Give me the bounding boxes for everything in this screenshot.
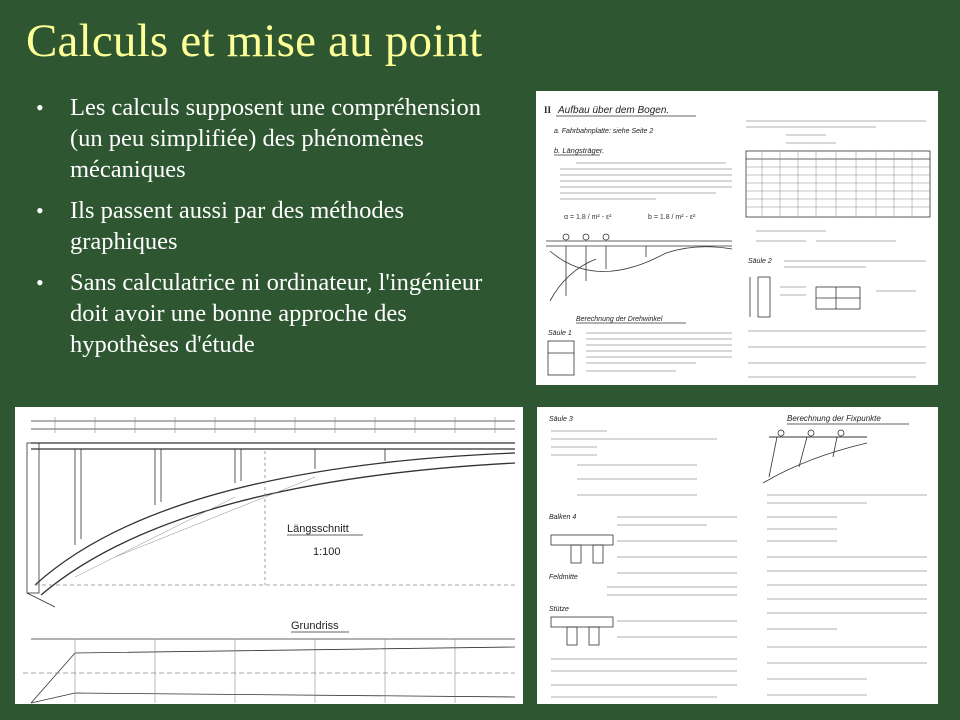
svg-text:b = 1.8 / m² - ε²: b = 1.8 / m² - ε² (648, 214, 696, 221)
bullet-item (30, 267, 515, 360)
sheet-sub-saule3: Säule 3 (549, 416, 573, 423)
bullet-item (30, 92, 515, 185)
calculation-sheet-top-right (536, 91, 938, 385)
calculation-sheet-drawing (536, 91, 938, 385)
bullet-dot-icon: • (36, 270, 44, 295)
bullet-list (30, 92, 515, 370)
longitudinal-section-drawing (15, 407, 523, 704)
svg-text:α = 1.8 / m² - ε²: α = 1.8 / m² - ε² (564, 214, 612, 221)
section-mark: II (544, 105, 552, 115)
sheet-sub-saule2: Säule 2 (748, 258, 772, 265)
sheet-sub-feldmitte: Feldmitte (549, 574, 578, 581)
label-section: Längsschnitt (287, 523, 349, 535)
bullet-text: Sans calculatrice ni ordinateur, l'ingénieur doit avoir une bonne approche des hypothèses d'étude (70, 269, 483, 358)
fixpunkte-heading: Berechnung der Fixpunkte (787, 414, 881, 423)
calculation-sheet-bottom-right (537, 407, 938, 704)
sheet-sub-saule1: Säule 1 (548, 330, 572, 337)
sheet-sub-berechnung: Berechnung der Drehwinkel (576, 316, 663, 323)
label-plan: Grundriss (291, 620, 339, 632)
label-scale: 1:100 (313, 546, 341, 558)
bullet-dot-icon: • (36, 198, 44, 223)
sheet-sub-a: a. Fahrbahnplatte: siehe Seite 2 (554, 128, 654, 135)
slide-title: Calculs et mise au point (26, 15, 483, 67)
sheet-heading: Aufbau über dem Bogen. (558, 105, 670, 116)
fixpunkte-sheet-svg (537, 407, 938, 704)
sheet-sub-stutze: Stütze (549, 606, 569, 613)
longitudinal-section-svg (15, 407, 523, 704)
bullet-text: Ils passent aussi par des méthodes graphiques (70, 197, 405, 255)
bullet-item (30, 195, 515, 257)
sheet-sub-balken: Balken 4 (549, 514, 577, 521)
sheet-sub-b: b. Längsträger. (554, 146, 605, 155)
bullet-text: Les calculs supposent une compréhension (un peu simplifiée) des phénomènes mécaniques (70, 94, 481, 183)
bullet-dot-icon: • (36, 95, 44, 120)
